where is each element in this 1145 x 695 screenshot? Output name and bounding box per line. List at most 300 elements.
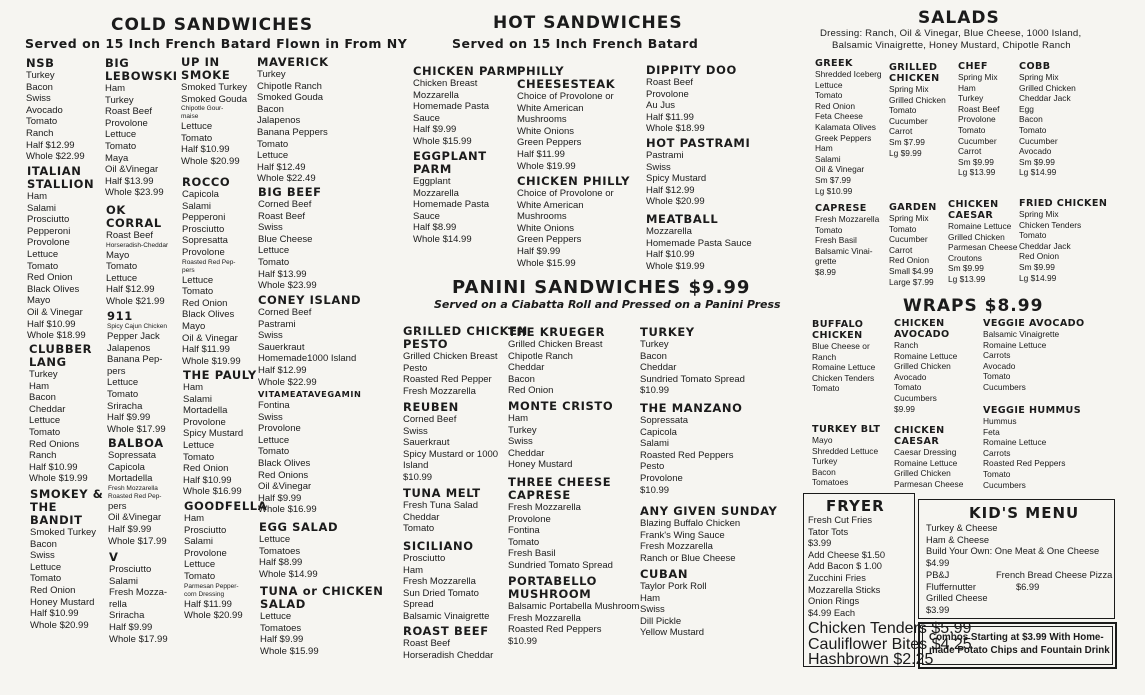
- kids-menu-box: [918, 499, 1115, 619]
- kids-line: $3.99: [926, 604, 950, 615]
- item-line: Tomato: [1019, 124, 1047, 135]
- menu-item-chicken-caesar-salad: [948, 199, 1017, 285]
- menu-item-buffalo-chicken: [812, 319, 875, 394]
- item-name: MEATBALL: [646, 212, 719, 226]
- menu-item-big-beef: [258, 186, 322, 292]
- item-line: Tomato: [815, 90, 843, 101]
- item-line: Spicy Cajun Chicken: [107, 323, 167, 330]
- item-line: Whole $19.99: [29, 473, 88, 485]
- item-line: Tomato: [1019, 230, 1047, 241]
- item-line: Black Olives: [27, 283, 80, 295]
- item-line: Whole $14.99: [413, 233, 472, 245]
- item-line: Tomato: [403, 523, 435, 535]
- item-line: Sm $9.99: [948, 263, 984, 274]
- menu-item-italian-stallion: [27, 165, 94, 342]
- item-line: Tomato: [181, 132, 213, 144]
- item-line: Lettuce: [257, 150, 289, 162]
- item-line: Turkey: [105, 94, 134, 106]
- menu-item-turkey: [640, 326, 745, 397]
- item-line: Whole $20.99: [181, 155, 240, 167]
- item-line: Fresh Mozzarella: [508, 612, 581, 624]
- fryer-hashbrown: Hashbrown $2.25: [808, 651, 934, 668]
- item-name: PHILLY CHEESESTEAK: [517, 64, 616, 91]
- item-line: Tomato: [258, 446, 290, 458]
- item-line: Lettuce: [30, 561, 62, 573]
- item-line: Black Olives: [258, 457, 311, 469]
- fryer-tenders: Chicken Tenders $5.99: [808, 620, 972, 637]
- item-line: Tomato: [983, 468, 1011, 479]
- item-name: CUBAN: [640, 567, 689, 581]
- item-line: Cucumbers: [983, 479, 1026, 490]
- item-line: Fontina: [508, 525, 540, 537]
- item-name: VITAMEATAVEGAMIN: [258, 389, 362, 399]
- item-name: CHICKEN CAESAR: [894, 425, 945, 447]
- item-line: Bacon: [257, 103, 284, 115]
- kids-menu-title: KID'S MENU: [969, 504, 1080, 522]
- item-line: Half $9.99: [109, 621, 153, 633]
- item-line: Mozzarella: [413, 187, 459, 199]
- item-line: Pastrami: [646, 150, 684, 161]
- menu-item-veggie-hummus: [983, 405, 1081, 490]
- menu-item-chicken-avocado: [894, 318, 957, 414]
- item-line: Romaine Lettuce: [894, 457, 958, 468]
- item-line: Half $9.99: [517, 245, 561, 257]
- kids-line: Turkey & Cheese: [926, 523, 998, 533]
- item-line: Roasted Red Pep-: [182, 258, 236, 266]
- item-line: $9.99: [894, 403, 915, 414]
- menu-item-tuna-melt: [403, 487, 481, 535]
- item-line: Whole $18.99: [27, 330, 86, 342]
- item-line: Green Peppers: [517, 137, 582, 149]
- menu-item-greek: [815, 58, 882, 196]
- item-line: Smoked Gouda: [257, 92, 324, 104]
- item-name: ITALIAN STALLION: [27, 164, 95, 191]
- item-line: Half $9.99: [107, 412, 151, 424]
- item-line: Whole $15.99: [260, 645, 319, 657]
- menu-item-balboa: [108, 437, 167, 547]
- item-line: Whole $17.99: [107, 423, 166, 435]
- item-line: Spring Mix: [1019, 209, 1059, 219]
- menu-item-caprese: [815, 203, 879, 278]
- item-line: Ham: [184, 513, 205, 524]
- item-line: Carrot: [889, 244, 913, 255]
- item-line: Smoked Turkey: [30, 527, 96, 538]
- item-name: GREEK: [815, 58, 853, 69]
- item-line: Half $10.99: [29, 461, 78, 473]
- item-line: Roast Beef: [958, 103, 1000, 114]
- item-line: Horseradish Cheddar: [403, 649, 494, 661]
- item-line: Tomato: [183, 451, 215, 463]
- item-line: Cheddar: [29, 403, 66, 415]
- item-name: ROCCO: [182, 175, 231, 189]
- item-line: Ranch: [29, 450, 57, 462]
- item-line: Sauce: [413, 112, 440, 124]
- item-line: Cucumbers: [983, 381, 1026, 392]
- item-line: Mayo: [812, 435, 833, 445]
- item-line: Banana Peppers: [257, 126, 328, 138]
- cold-sandwiches-subtitle: Served on 15 Inch French Batard Flown in From NY: [25, 36, 408, 51]
- hot-sandwiches-title: HOT SANDWICHES: [493, 13, 683, 33]
- menu-item-fried-chicken: [1019, 198, 1107, 283]
- item-line: Sm $7.99: [889, 136, 925, 147]
- item-line: Spring Mix: [889, 84, 929, 94]
- item-line: Whole $21.99: [106, 295, 165, 307]
- item-line: Romaine Lettuce: [894, 350, 958, 361]
- item-line: Half $9.99: [413, 124, 457, 136]
- panini-title: PANINI SANDWICHES $9.99: [452, 277, 751, 298]
- item-line: Turkey: [29, 369, 58, 380]
- kids-line: Ham & Cheese: [926, 534, 990, 545]
- item-line: Fresh Mozzarella: [403, 385, 476, 397]
- item-line: Homemade Pasta: [413, 199, 490, 211]
- item-line: Capicola: [640, 426, 677, 438]
- item-line: Fresh Basil: [508, 548, 556, 560]
- item-line: Oil & Vinegar: [815, 164, 865, 175]
- item-line: Cucumbers: [894, 392, 937, 403]
- item-line: Jalapenos: [107, 342, 151, 354]
- item-line: Grilled Chicken: [1019, 82, 1076, 93]
- item-line: Oil & Vinegar: [182, 332, 238, 344]
- item-name: SMOKEY & THE BANDIT: [30, 487, 104, 527]
- item-line: Greek Peppers: [815, 132, 872, 143]
- menu-item-tuna-chicken-salad: [260, 585, 383, 657]
- item-line: Mushrooms: [517, 114, 567, 126]
- item-line: Tomatoes: [260, 622, 302, 634]
- item-line: Roasted Red Pep-: [108, 492, 162, 500]
- item-line: Balsamic Vinaigrette: [983, 329, 1060, 339]
- item-line: Lettuce: [182, 274, 214, 286]
- cold-sandwiches-title: COLD SANDWICHES: [111, 15, 314, 35]
- salads-title: SALADS: [918, 8, 1000, 28]
- item-name: CLUBBER LANG: [29, 342, 93, 369]
- item-line: Half $12.99: [646, 184, 695, 196]
- item-line: Half $8.99: [259, 557, 303, 569]
- item-line: Feta: [983, 426, 1000, 437]
- item-line: Roasted Red Pepper: [403, 374, 492, 386]
- item-line: Tomato: [106, 261, 138, 273]
- item-name: CHICKEN CAESAR: [948, 199, 999, 221]
- item-line: Whole $22.99: [258, 376, 317, 388]
- item-line: Cucumber: [889, 234, 928, 245]
- item-line: Salami: [182, 200, 212, 212]
- item-line: Chicken Breast: [413, 78, 478, 89]
- item-line: Bacon: [30, 538, 57, 550]
- item-line: Sriracha: [109, 610, 145, 622]
- item-line: Provolone: [646, 88, 689, 100]
- item-line: Whole $15.99: [413, 135, 472, 147]
- item-line: Ham: [29, 380, 50, 392]
- hot-sandwiches-subtitle: Served on 15 Inch French Batard: [452, 36, 699, 51]
- item-line: Sun Dried Tomato: [403, 587, 479, 599]
- item-line: Tomato: [257, 138, 289, 150]
- item-line: $10.99: [640, 385, 670, 397]
- item-line: Roast Beef: [403, 638, 450, 649]
- item-line: Half $10.99: [183, 474, 232, 486]
- item-line: Whole $20.99: [184, 610, 243, 622]
- item-line: Tomato: [894, 382, 922, 393]
- menu-item-goodfella: [184, 500, 267, 622]
- item-line: Small $4.99: [889, 265, 934, 276]
- item-line: Capicola: [182, 189, 219, 200]
- item-line: Carrots: [983, 350, 1011, 361]
- item-line: Provolone: [183, 416, 226, 428]
- item-line: Eggplant: [413, 176, 451, 187]
- item-line: Choice of Provolone or: [517, 91, 614, 102]
- kids-line: Fluffernutter: [926, 581, 976, 592]
- menu-item-three-cheese-caprese: [508, 476, 613, 572]
- item-line: Half $12.99: [26, 139, 75, 151]
- item-name: TUNA or CHICKEN SALAD: [260, 584, 384, 611]
- item-line: Provolone: [640, 472, 683, 484]
- item-line: Chipotle Ranch: [508, 350, 573, 362]
- item-line: Spring Mix: [889, 213, 929, 223]
- item-name: ROAST BEEF: [403, 624, 489, 638]
- item-line: Spread: [403, 599, 434, 611]
- fryer-cauliflower: Cauliflower Bites $4.25: [808, 636, 972, 653]
- item-line: Feta Cheese: [815, 111, 863, 122]
- item-name: ANY GIVEN SUNDAY: [640, 504, 778, 518]
- item-line: Provolone: [508, 513, 551, 525]
- item-line: Avocado: [894, 371, 927, 382]
- item-name: 911: [107, 309, 133, 323]
- menu-item-hot-pastrami: [646, 137, 750, 208]
- item-line: Tomato: [27, 260, 59, 272]
- item-line: Fresh Mozzarella: [108, 484, 158, 492]
- item-name: EGG SALAD: [259, 520, 339, 534]
- item-line: Fresh Mozzarella: [403, 576, 476, 588]
- item-line: Grilled Chicken: [889, 94, 946, 105]
- item-line: Cheddar Jack: [1019, 240, 1071, 251]
- item-line: Roast Beef: [106, 230, 153, 241]
- item-line: Roasted Red Peppers: [508, 624, 602, 636]
- item-line: Capicola: [108, 461, 145, 473]
- item-line: Prosciutto: [403, 553, 446, 564]
- item-line: Corned Beef: [403, 414, 457, 425]
- item-name: THE PAULY: [183, 368, 257, 382]
- item-line: Lettuce: [259, 534, 291, 545]
- menu-item-dippity-doo: [646, 64, 737, 135]
- item-line: $10.99: [508, 635, 538, 647]
- menu-item-vitameatavegamin: [258, 389, 361, 516]
- item-line: Tomatoes: [259, 545, 301, 557]
- item-line: Half $11.99: [184, 598, 232, 610]
- item-line: White American: [517, 102, 584, 114]
- fryer-line: Add Bacon $ 1.00: [808, 561, 882, 572]
- menu-item-eggplant-parm: [413, 150, 489, 246]
- item-line: Sopressata: [640, 415, 689, 426]
- item-line: Ham: [105, 83, 126, 94]
- item-line: Prosciutto: [184, 524, 227, 536]
- item-line: Spicy Mustard: [183, 428, 244, 440]
- item-line: Pesto: [640, 461, 665, 473]
- item-line: Ranch: [894, 340, 919, 350]
- item-line: Roast Beef: [258, 210, 305, 222]
- item-line: Pepperoni: [27, 225, 71, 237]
- item-line: Maya: [105, 152, 129, 164]
- item-line: Croutons: [948, 252, 982, 263]
- item-line: Salami: [640, 438, 670, 450]
- item-name: CHICKEN PARM: [413, 64, 518, 78]
- item-line: Whole $14.99: [259, 568, 318, 580]
- item-name: BIG LEBOWSKI: [105, 56, 178, 83]
- item-line: Mortadella: [108, 473, 153, 485]
- menu-item-any-given-sunday: [640, 505, 777, 564]
- item-line: Tomato: [815, 224, 843, 235]
- item-line: pers: [108, 500, 127, 512]
- item-line: Carrot: [889, 126, 913, 137]
- item-line: Sopresatta: [182, 235, 228, 247]
- menu-item-up-in-smoke: [181, 56, 247, 168]
- item-line: Choice of Provolone or: [517, 188, 614, 199]
- item-line: Sm $9.99: [1019, 261, 1055, 272]
- item-line: Lettuce: [105, 129, 137, 141]
- item-line: Chipotle Ranch: [257, 80, 322, 92]
- item-name: THREE CHEESE CAPRESE: [508, 475, 612, 502]
- item-line: Whole $19.99: [182, 355, 241, 367]
- item-line: Banana Pep-: [107, 354, 163, 366]
- item-line: Tomato: [184, 570, 216, 582]
- item-line: Swiss: [403, 425, 428, 437]
- item-name: DIPPITY DOO: [646, 63, 737, 77]
- menu-item-turkey-blt: [812, 424, 880, 488]
- menu-item-the-manzano: [640, 402, 743, 496]
- item-name: BALBOA: [108, 436, 164, 450]
- menu-item-v: [109, 551, 168, 645]
- item-line: pers: [107, 365, 126, 377]
- item-name: OK CORRAL: [106, 203, 162, 230]
- item-line: Tomato: [508, 536, 540, 548]
- item-line: Swiss: [258, 330, 283, 342]
- item-line: Cheddar Jack: [1019, 93, 1071, 104]
- item-name: TURKEY BLT: [812, 424, 881, 435]
- combos-line-2: made Potato Chips and Fountain Drink: [929, 645, 1110, 656]
- combos-box: [918, 622, 1117, 669]
- wraps-title: WRAPS $8.99: [903, 296, 1044, 316]
- item-line: Pepper Jack: [107, 331, 160, 342]
- item-line: Lettuce: [184, 559, 216, 571]
- item-name: CONEY ISLAND: [258, 293, 362, 307]
- item-line: Lg $13.99: [958, 167, 996, 178]
- item-line: Half $12.49: [257, 161, 306, 173]
- item-line: Cheddar: [403, 511, 440, 523]
- item-line: Black Olives: [182, 309, 235, 321]
- menu-item-cobb: [1019, 61, 1076, 178]
- item-line: Balsamic Vinai-: [815, 245, 873, 256]
- item-line: Frank's Wing Sauce: [640, 529, 725, 541]
- fryer-line: Zucchini Fries: [808, 573, 866, 583]
- item-line: Whole $17.99: [109, 633, 168, 645]
- item-line: Lg $14.99: [1019, 167, 1057, 178]
- item-line: Half $11.99: [182, 344, 230, 356]
- item-line: Tomato: [983, 371, 1011, 382]
- item-name: BUFFALO CHICKEN: [812, 319, 864, 341]
- menu-item-chicken-parm: [413, 65, 518, 148]
- fryer-line: Add Cheese $1.50: [808, 549, 886, 560]
- item-line: pers: [182, 266, 195, 274]
- item-name: EGGPLANT PARM: [413, 149, 487, 176]
- item-line: Whole $22.99: [26, 151, 85, 163]
- salads-dressing-2: Balsamic Vinaigrette, Honey Mustard, Chipotle Ranch: [832, 40, 1071, 51]
- fryer-line: $3.99: [808, 538, 832, 549]
- menu-item-chicken-philly: [517, 175, 630, 269]
- item-line: Mozzarella: [646, 226, 692, 237]
- item-line: Corned Beef: [258, 307, 312, 318]
- item-line: Grilled Chicken: [948, 231, 1005, 242]
- item-line: Ham: [815, 143, 833, 154]
- item-line: Red Onion: [182, 297, 228, 309]
- item-line: grette: [815, 256, 837, 267]
- item-line: Honey Mustard: [508, 459, 573, 471]
- item-line: Mayo: [106, 249, 130, 261]
- item-line: Salami: [109, 575, 139, 587]
- item-line: Sriracha: [107, 400, 143, 412]
- item-name: GOODFELLA: [184, 499, 268, 513]
- item-line: Cheddar: [508, 447, 545, 459]
- item-line: Red Onion: [27, 272, 73, 284]
- item-line: Salami: [183, 393, 213, 405]
- item-line: Half $10.99: [27, 318, 76, 330]
- item-name: COBB: [1019, 61, 1051, 72]
- item-name: GRILLED CHICKEN: [889, 62, 940, 84]
- item-line: Lg $14.99: [1019, 272, 1057, 283]
- item-line: Romaine Lettuce: [983, 339, 1047, 350]
- item-line: Swiss: [30, 550, 55, 562]
- item-name: VEGGIE HUMMUS: [983, 405, 1082, 416]
- combos-line-1: Combos Starting at $3.99 With Home-: [929, 632, 1104, 643]
- item-line: Pepperoni: [182, 212, 226, 224]
- menu-item-the-krueger: [508, 326, 605, 397]
- item-line: Fontina: [258, 400, 290, 411]
- item-line: Mayo: [27, 295, 51, 307]
- item-line: Romaine Lettuce: [948, 221, 1012, 231]
- item-line: Red Onion: [508, 385, 554, 397]
- item-line: Whole $20.99: [30, 619, 89, 631]
- item-line: Lettuce: [29, 415, 61, 427]
- item-line: Jalapenos: [257, 115, 301, 127]
- item-line: Whole $22.49: [257, 173, 316, 185]
- item-name: HOT PASTRAMI: [646, 136, 751, 150]
- item-line: Provolone: [27, 237, 70, 249]
- item-line: Bacon: [1019, 114, 1043, 125]
- kids-line: $4.99: [926, 557, 950, 568]
- item-line: Island: [403, 460, 429, 472]
- item-line: Half $13.99: [105, 175, 154, 187]
- item-name: CHICKEN PHILLY: [517, 174, 631, 188]
- menu-item-roast-beef: [403, 625, 493, 661]
- item-line: Chicken Tenders: [1019, 219, 1082, 230]
- item-line: White Onions: [517, 125, 575, 137]
- item-line: Sm $7.99: [815, 174, 851, 185]
- item-line: Turkey: [812, 456, 838, 467]
- item-line: Smoked Gouda: [181, 93, 248, 105]
- item-line: Provolone: [182, 246, 225, 258]
- item-name: PORTABELLO MUSHROOM: [508, 574, 598, 601]
- menu-item-grilled-chicken: [889, 62, 946, 158]
- item-line: Provolone: [105, 117, 148, 129]
- menu-item-coney-island: [258, 294, 361, 388]
- fryer-list: [808, 515, 885, 573]
- menu-item-the-pauly: [183, 369, 257, 498]
- item-line: Tomato: [889, 223, 917, 234]
- item-line: Swiss: [258, 411, 283, 423]
- item-line: Half $11.99: [517, 148, 565, 160]
- item-line: Half $9.99: [258, 492, 302, 504]
- fryer-line: Onion Rings: [808, 596, 860, 607]
- item-line: Sm $9.99: [958, 156, 994, 167]
- item-line: Turkey: [640, 339, 669, 350]
- item-line: Whole $20.99: [646, 196, 705, 208]
- item-line: Sundried Tomato Spread: [508, 559, 613, 571]
